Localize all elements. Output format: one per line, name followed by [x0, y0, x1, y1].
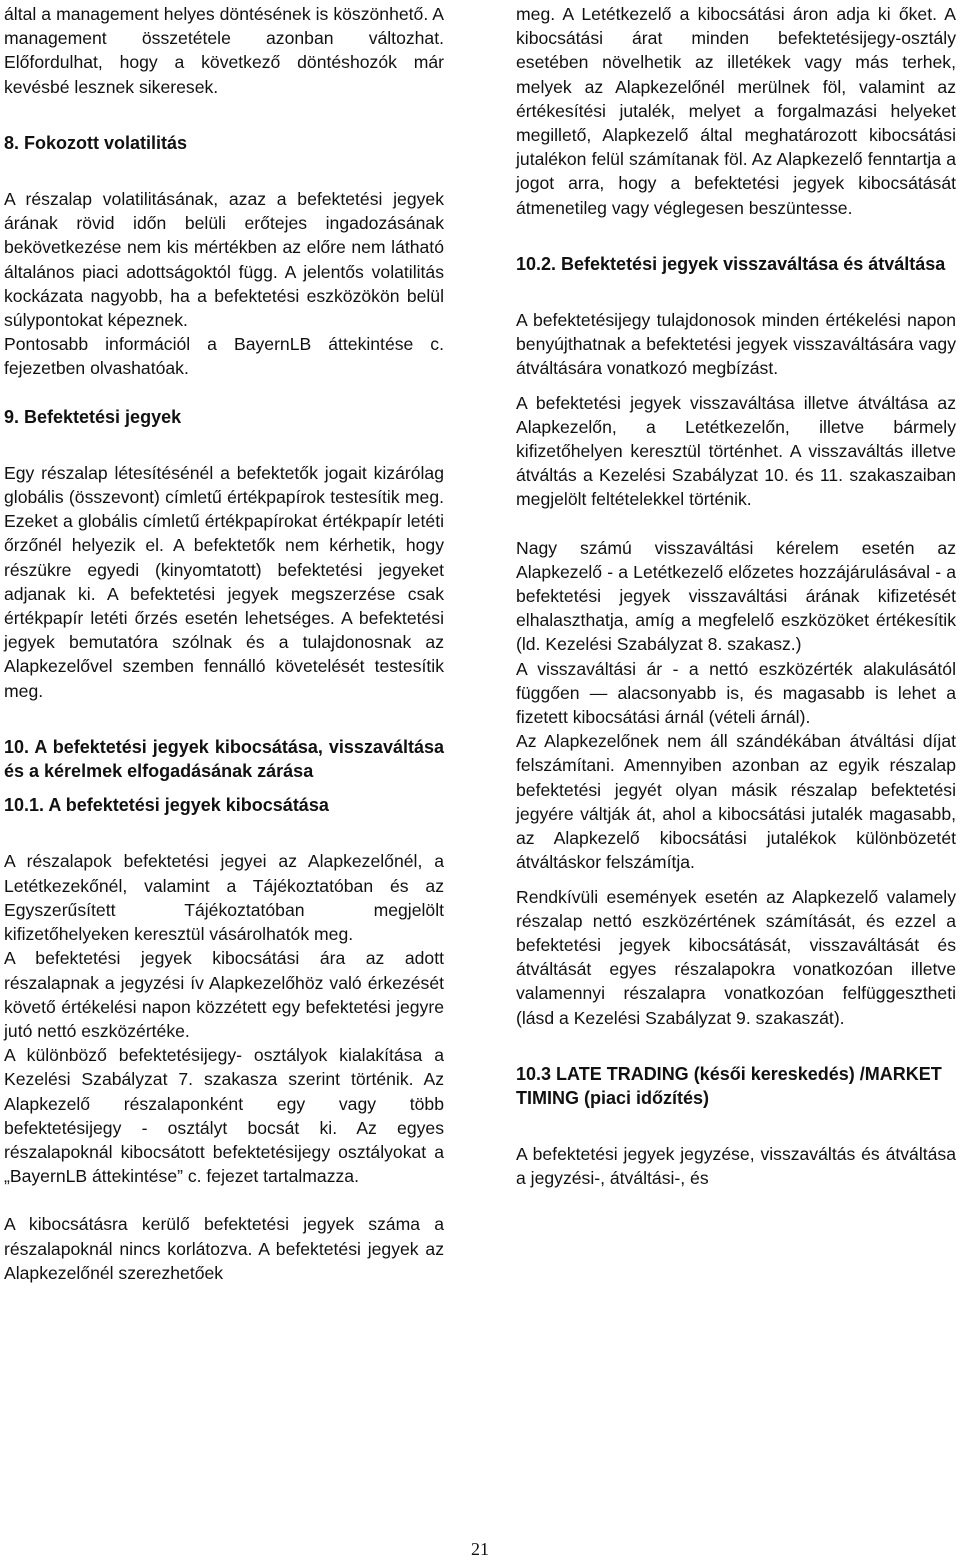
page-number: 21 — [471, 1539, 489, 1559]
section-10-2-paragraph-deferral: Nagy számú visszaváltási kérelem esetén az Alapkezelő - a Letétkezelő előzetes hozzájárulásával - a befektetési jegyek visszaváltási árának kifizetését elhalaszthatja, amíg a megfelelő eszközöket értékesítik (ld. Kezelési Szabályzat 8. szakasz.) — [516, 537, 956, 655]
section-8-paragraph: A részalap volatilitásának, azaz a befektetési jegyek árának rövid időn belüli erőtejes ingadozásának bekövetkezése nem kis mértékben az előre nem látható általános piaci adottságoktól függ. A jelentős volatilitás kockázata nagyobb, ha a befektetési eszközökön belül súlypontokat képeznek. — [4, 189, 444, 331]
section-10-2-paragraph-orders: A befektetésijegy tulajdonosok minden értékelési napon benyújthatnak a befektetési jegyek visszaváltására vagy átváltására vonatkozó megbízást. — [516, 310, 956, 379]
section-10-3-paragraph: A befektetési jegyek jegyzése, visszaváltás és átváltása a jegyzési-, átváltási-, és — [516, 1144, 956, 1189]
section-10-1-paragraph-unlimited: A kibocsátásra kerülő befektetési jegyek száma a részalapoknál nincs korlátozva. A befektetési jegyek az Alapkezelőnél szerezhetőek — [4, 1214, 444, 1283]
intro-paragraph: által a management helyes döntésének is köszönhető. A management összetétele azonban változhat. Előfordulhat, hogy a következő döntéshozók már kevésbé lesznek sikeresek. — [4, 4, 444, 97]
section-10-1-paragraph-issue-price: A befektetési jegyek kibocsátási ára az adott részalapnak a jegyzési ív Alapkezelőhöz való érkezését követő értékelési napon közzétett egy befektetési jegyre jutó nettó eszközértéke. — [4, 948, 444, 1041]
section-10-1-heading: 10.1. A befektetési jegyek kibocsátása — [4, 795, 329, 816]
section-10-heading: 10. A befektetési jegyek kibocsátása, visszaváltása és a kérelmek elfogadásának zárása — [4, 736, 444, 782]
section-9-paragraph: Egy részalap létesítésénél a befektetők jogait kizárólag globális (összevont) címletű értékpapírok testesítik meg. Ezeket a globális címletű értékpapírokat értékpapír letéti őrzőnél helyezik el. A befektetők nem kérhetik, hogy részükre egyedi (kinyomtatott) befektetési jegyeket adjanak ki. A befektetési jegyek megszerzése csak értékpapír letéti őrzés esetén lehetséges. A befektetési jegyek bemutatóra szólnak és a tulajdonosnak az Alapkezelővel szemben fennálló követelését testesítik meg. — [4, 462, 444, 701]
section-10-2-paragraph-switch-fee: Az Alapkezelőnek nem áll szándékában átváltási díjat felszámítani. Amennyiben azonban az egyik részalap befektetési jegyét olyan másik részalap befektetési jegyére váltják át, ahol a kibocsátási jutalék magasabb, az Alapkezelő kibocsátási jutalékok különbözetét átváltáskor felszámítja. — [516, 731, 956, 873]
section-9-heading: 9. Befektetési jegyek — [4, 406, 182, 427]
section-10-2-heading: 10.2. Befektetési jegyek visszaváltása és átváltása — [516, 253, 946, 274]
section-10-2-paragraph-suspension: Rendkívüli események esetén az Alapkezelő valamely részalap nettó eszközértének számítását, és ezzel a befektetési jegyek kibocsátását, visszaváltását és átváltását egyes részalapokra vonatkozóan illetve valamennyi részalapra vonatkozóan felfüggesztheti (lásd a Kezelési Szabályzat 9. szakaszát). — [516, 886, 956, 1028]
section-10-2-paragraph-redemption-price: A visszaváltási ár - a nettó eszközérték alakulásától függően — alacsonyabb is, és magasabb is lehet a fizetett kibocsátási árnál (vételi árnál). — [516, 658, 956, 728]
section-10-2-paragraph-channels: A befektetési jegyek visszaváltása illetve átváltása az Alapkezelőn, a Letétkezelőn, illetve bármely kifizetőhelyen keresztül történhet. A visszaváltás illetve átváltás a Kezelési Szabályzat 10. és 11. szakaszaiban megjelölt feltételekkel történik. — [516, 392, 956, 510]
section-8-reference-paragraph: Pontosabb információl a BayernLB áttekintése c. fejezetben olvashatóak. — [4, 334, 444, 379]
section-10-3-heading: 10.3 LATE TRADING (késői kereskedés) /MARKET TIMING (piaci időzítés) — [516, 1063, 942, 1108]
section-10-1-paragraph-unit-classes: A különböző befektetésijegy- osztályok kialakítása a Kezelési Szabályzat 7. szakasza szerint történik. Az Alapkezelő részalaponként egy vagy több befektetésijegy - osztályt bocsát ki. Az egyes részalapoknál kibocsátott befektetésijegy osztályokat a „BayernLB áttekintése” c. fejezet tartalmazza. — [4, 1045, 444, 1187]
section-8-heading: 8. Fokozott volatilitás — [4, 132, 188, 153]
section-10-1-paragraph-purchase: A részalapok befektetési jegyei az Alapkezelőnél, a Letétkezekőnél, valamint a Tájékoztatóban és az Egyszerűsített Tájékoztatóban megjelölt kifizetőhelyeken keresztül vásárolhatók meg. — [4, 851, 444, 945]
right-column — [516, 2, 956, 1191]
continuation-paragraph: meg. A Letétkezelő a kibocsátási áron adja ki őket. A kibocsátási árat minden befektetésijegy-osztály esetében növelhetik az illetékek vagy más terhek, melyek az Alapkezelőnél merülnek föl, valamint az értékesítési jutalék, melyet a forgalmazási helyeket megillető, Alapkezelő által meghatározott kibocsátási jutalékon felül számítanak föl. Az Alapkezelő fenntartja a jogot arra, hogy a befektetési jegyek kibocsátását átmenetileg vagy véglegesen beszüntesse. — [516, 4, 956, 218]
left-column — [4, 2, 444, 1285]
